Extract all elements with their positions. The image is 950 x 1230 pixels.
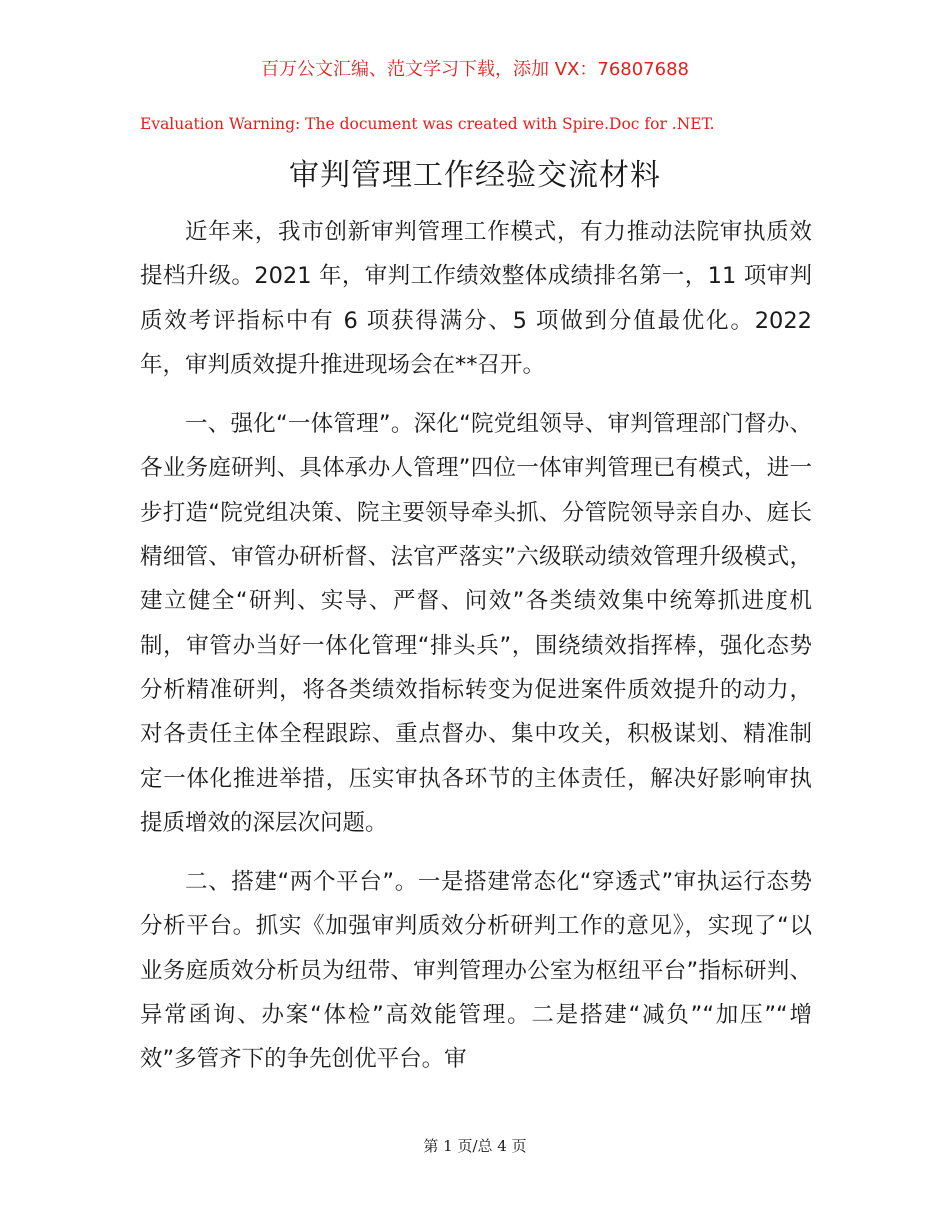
paragraph-section-two: 二、搭建“两个平台”。一是搭建常态化“穿透式”审执运行态势分析平台。抓实《加强审判质效分析研判工作的意见》，实现了“以业务庭质效分析员为纽带、审判管理办公室为枢纽平台”指标研判、异常函询、办案“体检”高效能管理。二是搭建“减负”“加压”“增效”多管齐下的争先创优平台。审 [140,869,812,1073]
header-banner: 百万公文汇编、范文学习下载，添加 VX：76807688 [261,59,689,80]
document-title: 审判管理工作经验交流材料 [289,158,661,193]
document-body [140,210,812,1097]
evaluation-warning: Evaluation Warning: The document was created with Spire.Doc for .NET. [140,115,715,133]
page-indicator: 第 1 页/总 4 页 [423,1137,527,1155]
paragraph-section-one: 一、强化“一体管理”。深化“院党组领导、审判管理部门督办、各业务庭研判、具体承办人管理”四位一体审判管理已有模式，进一步打造“院党组决策、院主要领导牵头抓、分管院领导亲自办、庭长精细管、审管办研析督、法官严落实”六级联动绩效管理升级模式，建立健全“研判、实导、严督、问效”各类绩效集中统筹抓进度机制，审管办当好一体化管理“排头兵”，围绕绩效指挥棒，强化态势分析精准研判，将各类绩效指标转变为促进案件质效提升的动力，对各责任主体全程跟踪、重点督办、集中攻关，积极谋划、精准制定一体化推进举措，压实审执各环节的主体责任，解决好影响审执提质增效的深层次问题。 [140,411,812,836]
paragraph-intro: 近年来，我市创新审判管理工作模式，有力推动法院审执质效提档升级。2021 年，审判工作绩效整体成绩排名第一，11 项审判质效考评指标中有 6 项获得满分、5 项做到分值最优化。2022 年，审判质效提升推进现场会在**召开。 [140,219,812,378]
